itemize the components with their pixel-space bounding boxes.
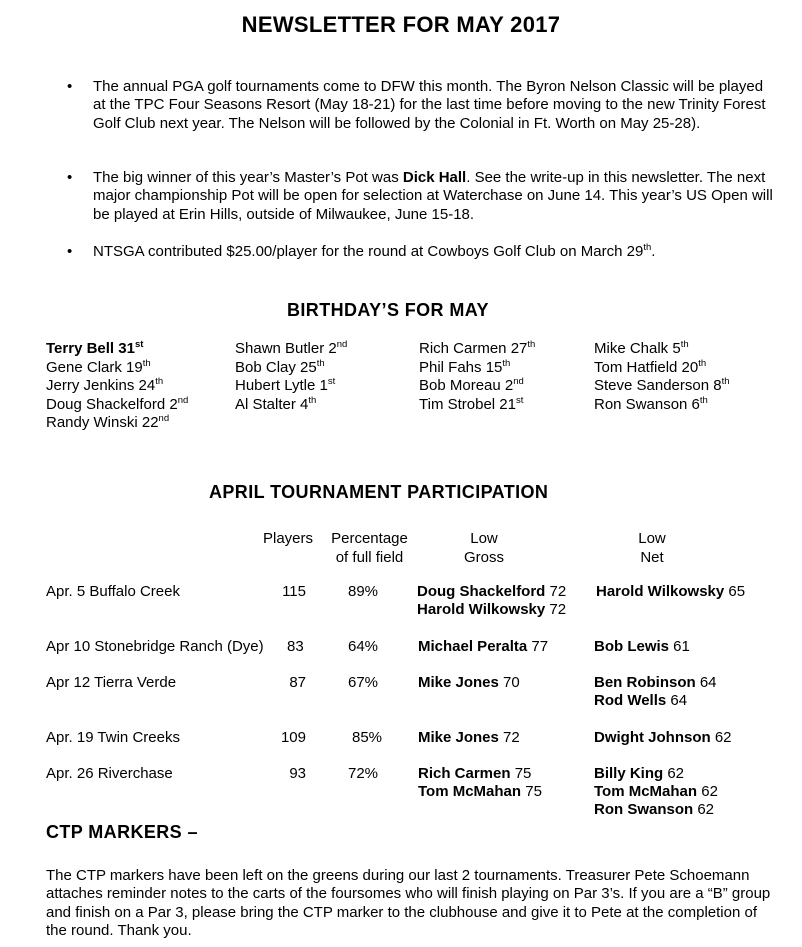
winner-entry: Harold Wilkowsky 72 [417, 601, 567, 618]
players-count: 83 [287, 638, 304, 655]
field-percentage: 89% [348, 583, 379, 600]
birthday-entry: Randy Winski 22nd [46, 413, 170, 431]
winner-entry: Mike Jones 70 [418, 674, 520, 691]
low-gross-winners [418, 638, 548, 656]
birthday-column-1 [46, 340, 188, 433]
field-percentage: 72% [348, 765, 379, 782]
low-net-winners [594, 729, 732, 747]
participation-heading: APRIL TOURNAMENT PARTICIPATION [209, 482, 549, 502]
birthday-column-4 [594, 340, 730, 414]
birthday-entry: Steve Sanderson 8th [594, 376, 730, 394]
winner-entry: Michael Peralta 77 [418, 638, 549, 655]
field-percentage: 64% [348, 638, 379, 655]
birthday-entry: Tim Strobel 21st [419, 394, 524, 413]
birthday-entry: Mike Chalk 5th [594, 339, 689, 357]
event-name: Apr. 5 Buffalo Creek [46, 583, 180, 600]
birthday-entry: Shawn Butler 2nd [235, 339, 348, 357]
winner-entry: Ron Swanson 62 [594, 801, 715, 818]
event-name: Apr 10 Stonebridge Ranch (Dye) [46, 638, 264, 655]
birthday-entry: Al Stalter 4th [235, 394, 317, 413]
winner-entry: Bob Lewis 61 [594, 638, 690, 655]
birthday-entry: Ron Swanson 6th [594, 394, 708, 413]
winner-entry: Rich Carmen 75 [418, 765, 532, 782]
players-count: 87 [289, 674, 306, 691]
birthday-entry: Doug Shackelford 2nd [46, 394, 189, 413]
event-name: Apr 12 Tierra Verde [46, 674, 177, 691]
winner-entry: Tom McMahan 62 [594, 783, 718, 800]
players-count: 93 [289, 765, 306, 782]
winner-entry: Harold Wilkowsky 65 [596, 583, 746, 600]
winner-entry: Mike Jones 72 [418, 729, 520, 746]
low-net-winners [596, 583, 745, 601]
bullet-marker: • [67, 243, 73, 260]
low-gross-column-header: Low Gross [463, 530, 504, 566]
birthday-column-3 [419, 340, 535, 414]
players-count: 109 [280, 729, 306, 746]
percentage-column-header: Percentage of full field [331, 530, 408, 566]
bullet-text-ntsga: NTSGA contributed $25.00/player for the round at Cowboys Golf Club on March 29th. [93, 242, 656, 260]
ctp-body: The CTP markers have been left on the greens during our last 2 tournaments. Treasurer Pete Schoemann attaches reminder notes to the carts of the foursomes who will finish playing on Par 3’s. If you are a “B” group and finish on a Par 3, please bring the CTP marker to the clubhouse and give it to Pete at the completion of the round. Thank you. [46, 867, 771, 939]
event-name: Apr. 26 Riverchase [46, 765, 173, 782]
low-net-column-header: Low Net [638, 530, 666, 566]
newsletter-title: NEWSLETTER FOR MAY 2017 [241, 12, 561, 37]
birthday-entry: Bob Moreau 2nd [419, 376, 524, 394]
field-percentage: 85% [352, 729, 383, 746]
birthday-column-2 [235, 340, 347, 414]
birthday-entry: Phil Fahs 15th [419, 357, 511, 376]
birthdays-heading: BIRTHDAY’S FOR MAY [287, 300, 489, 320]
low-gross-winners [418, 765, 542, 801]
masters-winner: Dick Hall [402, 169, 467, 186]
birthday-entry: Hubert Lytle 1st [235, 376, 336, 394]
event-name: Apr. 19 Twin Creeks [46, 729, 180, 746]
players-count: 115 [282, 583, 306, 600]
winner-entry: Ben Robinson 64 [594, 674, 717, 691]
winner-entry: Billy King 62 [594, 765, 685, 782]
low-gross-winners [417, 583, 566, 619]
low-gross-winners [418, 729, 520, 747]
low-net-winners [594, 674, 717, 710]
winner-entry: Dwight Johnson 62 [594, 729, 732, 746]
birthday-entry: Jerry Jenkins 24th [46, 376, 164, 394]
birthday-entry: Bob Clay 25th [235, 357, 325, 376]
winner-entry: Tom McMahan 75 [418, 783, 542, 800]
low-gross-winners [418, 674, 520, 692]
winner-entry: Rod Wells 64 [594, 692, 688, 709]
birthday-entry: Gene Clark 19th [46, 357, 151, 376]
field-percentage: 67% [348, 674, 379, 691]
players-column-header: Players [262, 530, 314, 547]
bullet-text-pga: The annual PGA golf tournaments come to DFW this month. The Byron Nelson Classic will be played at the TPC Four Seasons Resort (May 18-21) for the last time before moving to the new Trinity Forest Golf Club next year. The Nelson will be followed by the Colonial in Ft. Worth on May 25-28). [93, 78, 766, 132]
bullet-marker: • [67, 169, 73, 186]
low-net-winners [594, 765, 718, 819]
winner-entry: Doug Shackelford 72 [417, 583, 567, 600]
birthday-entry: Terry Bell 31st [46, 339, 144, 357]
bullet-marker: • [67, 78, 73, 95]
ctp-heading: CTP MARKERS – [46, 822, 198, 842]
low-net-winners [594, 638, 690, 656]
birthday-entry: Tom Hatfield 20th [594, 357, 707, 376]
birthday-entry: Rich Carmen 27th [419, 339, 536, 357]
bullet-text-masters: The big winner of this year’s Master’s Pot was Dick Hall. See the write-up in this newsletter. The next major championship Pot will be open for selection at Waterchase on June 14. This year’s US Open will be played at Erin Hills, outside of Milwaukee, June 15-18. [93, 169, 773, 223]
